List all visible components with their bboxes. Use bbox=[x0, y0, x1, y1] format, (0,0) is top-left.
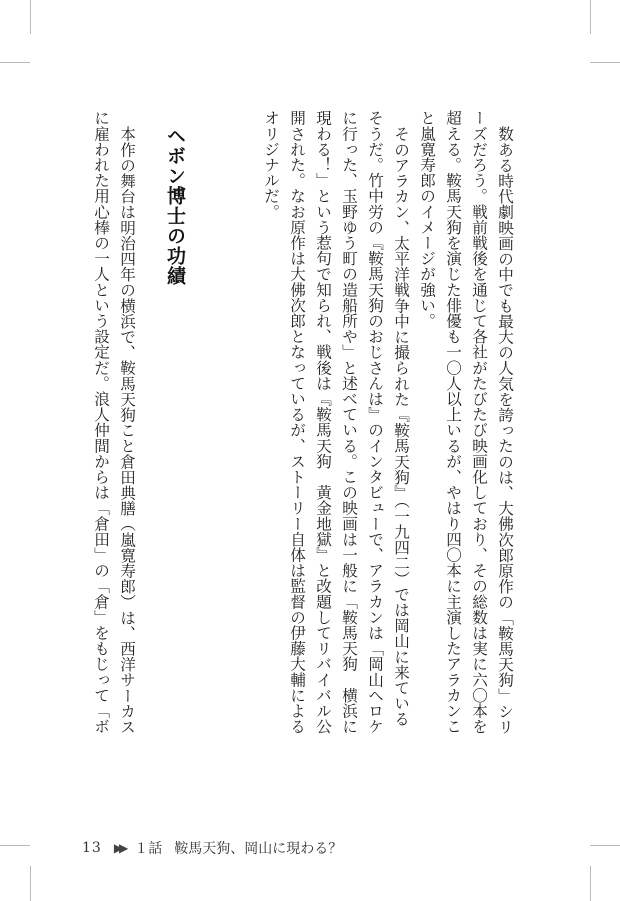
body-line: 超える。鞍馬天狗を演じた俳優も一〇人以上いるが、やはり四〇本に主演したアラカンこ bbox=[444, 110, 462, 734]
body-line: 本作の舞台は明治四年の横浜で、鞍馬天狗こと倉田典膳（嵐寛寿郎）は、西洋サーカス bbox=[118, 126, 136, 735]
crop-mark bbox=[590, 845, 620, 846]
body-line: ーズだろう。戦前戦後を通じて各社がたびたび映画化しており、その総数は実に六〇本を bbox=[470, 110, 488, 734]
body-line: そのアラカン、太平洋戦争中に撮られた『鞍馬天狗』（一九四二）では岡山に来ている bbox=[392, 126, 410, 727]
crop-mark bbox=[30, 0, 31, 34]
crop-mark bbox=[590, 0, 591, 34]
body-line: に雇われた用心棒の一人という設定だ。浪人仲間からは「倉田」の「倉」をもじって「ボ bbox=[92, 110, 110, 734]
body-line: 開された。なお原作は大佛次郎となっているが、ストーリー自体は監督の伊藤大輔による bbox=[288, 110, 306, 734]
body-line: と嵐寛寿郎のイメージが強い。 bbox=[418, 110, 436, 329]
crop-mark bbox=[590, 62, 620, 63]
crop-mark bbox=[0, 845, 30, 846]
body-line: オリジナルだ。 bbox=[262, 110, 280, 220]
body-line: 数ある時代劇映画の中でも最大の人気を誇ったのは、大佛次郎原作の「鞍馬天狗」シリ bbox=[496, 126, 514, 735]
page-number: 13 bbox=[82, 840, 102, 856]
page-footer bbox=[82, 838, 342, 858]
crop-mark bbox=[0, 62, 30, 63]
chapter-title: 鞍馬天狗、岡山に現わる？ bbox=[174, 841, 343, 857]
body-line: そうだ。竹中労の『鞍馬天狗のおじさんは』のインタビューで、アラカンは「岡山へロケ bbox=[366, 110, 384, 734]
body-line: に行った、玉野ゆう町の造船所や」と述べている。この映画は一般に「鞍馬天狗 横浜に bbox=[340, 110, 358, 734]
double-arrow-icon: ▶▶ bbox=[113, 841, 125, 855]
crop-mark bbox=[590, 866, 591, 901]
body-line: 現わる！」という惹句で知られ、戦後は『鞍馬天狗 黄金地獄』と改題してリバイバル公 bbox=[314, 110, 332, 734]
crop-mark bbox=[30, 866, 31, 901]
section-heading: ヘボン博士の功績 bbox=[164, 126, 186, 286]
chapter-number: １話 bbox=[134, 841, 163, 857]
